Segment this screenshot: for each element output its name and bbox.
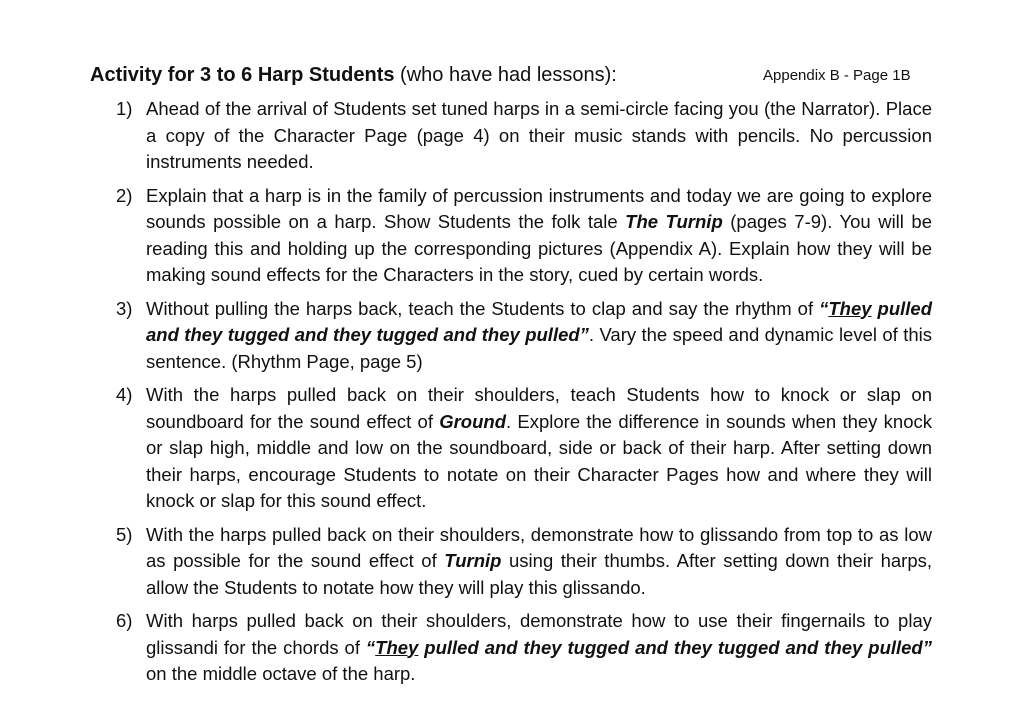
item-text: With the harps pulled back on their shoulders, demonstrate how to glissando from top to as low as possible for the sound effect of [146, 523, 932, 571]
item-text: (pages 7-9). You will be reading this and holding up the corresponding pictures (Appendix A). Explain how they will be making sound effects for the Characters in the story, cued by certain words. [146, 211, 932, 285]
underlined-word: They [375, 636, 419, 658]
item-text: Explain that a harp is in the family of percussion instruments and today we are going to explore sounds possible on a harp. Show Students the folk tale [146, 184, 932, 232]
item-number: 6) [116, 610, 133, 631]
rhythm-phrase: pulled and they tugged and they tugged and they pulled” [418, 636, 932, 658]
item-number: 2) [116, 184, 133, 206]
heading-title-rest: (who have had lessons): [394, 64, 617, 86]
list-item [110, 183, 932, 289]
list-item [110, 96, 932, 176]
item-text: . Explore the difference in sounds when they knock or slap high, middle and low on the soundboard, side or back of their harp. After setting down their harps, encourage Students to notate on their Character Pages how and where they will knock or slap for this sound effect. [146, 410, 932, 511]
list-item [110, 382, 932, 515]
underlined-word: They [828, 297, 872, 319]
item-text: With the harps pulled back on their shoulders, teach Students how to knock or slap on soundboard for the sound effect of [146, 384, 932, 432]
item-text: using their thumbs. After setting down their harps, allow the Students to notate how they will play this glissando. [146, 550, 932, 598]
quote-open-mark: “ [365, 636, 376, 658]
story-title-emphasis: The Turnip [625, 211, 723, 232]
instruction-list [110, 96, 932, 695]
item-text: Ahead of the arrival of Students set tuned harps in a semi-circle facing you (the Narrator). Place a copy of the Character Page (page 4) on their music stands with pencils. No percussion instruments needed. [146, 98, 932, 172]
item-text: Without pulling the harps back, teach the Students to clap and say the rhythm of [146, 297, 820, 319]
item-text: on the middle octave of the harp. [146, 663, 416, 684]
item-number: 5) [116, 523, 133, 545]
character-emphasis: Turnip [444, 550, 502, 571]
rhythm-phrase: pulled and they tugged and they tugged and they pulled” [146, 297, 932, 345]
item-number: 4) [116, 384, 133, 405]
quote-open-mark: “ [819, 297, 829, 319]
item-text: . Vary the speed and dynamic level of this sentence. (Rhythm Page, page 5) [146, 324, 932, 372]
list-item [110, 522, 932, 602]
heading-title-bold: Activity for 3 to 6 Harp Students [90, 64, 395, 86]
list-item [110, 296, 932, 376]
appendix-page-label: Appendix B - Page 1B [763, 67, 911, 84]
item-number: 1) [116, 98, 133, 119]
character-emphasis: Ground [439, 410, 507, 432]
list-item [110, 608, 932, 688]
item-text: With harps pulled back on their shoulders, demonstrate how to use their fingernails to play glissandi for the chords of [146, 610, 932, 658]
item-number: 3) [116, 297, 133, 319]
